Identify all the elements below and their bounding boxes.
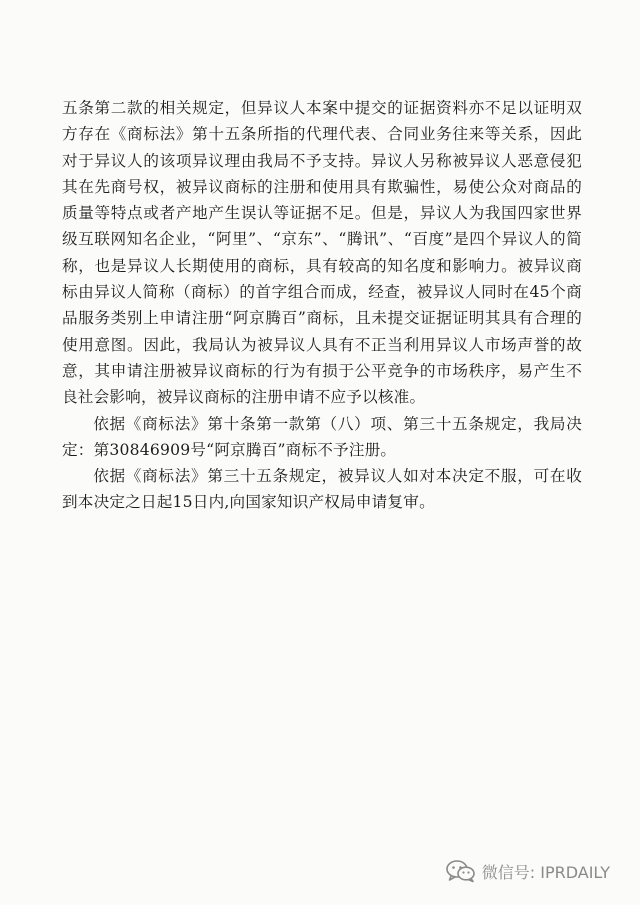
watermark: [446, 859, 610, 883]
paragraph-decision: 依据《商标法》第十条第一款第（八）项、第三十五条规定，我局决定：第30846909号“阿京腾百”商标不予注册。: [62, 414, 582, 459]
document-body: [62, 95, 582, 516]
watermark-text: 微信号: IPRDAILY: [481, 862, 610, 882]
wechat-icon: [446, 859, 476, 883]
paragraph-continuation: 五条第二款的相关规定，但异议人本案中提交的证据资料亦不足以证明双方存在《商标法》第十五条所指的代理代表、合同业务往来等关系，因此对于异议人的该项异议理由我局不予支持。异议人另称被异议人恶意侵犯其在先商号权，被异议商标的注册和使用具有欺骗性，易使公众对商品的质量等特点或者产地产生误认等证据不足。但是，异议人为我国四家世界级互联网知名企业，“阿里”、“京东”、“腾讯”、“百度”是四个异议人的简称，也是异议人长期使用的商标，具有较高的知名度和影响力。被异议商标由异议人简称（商标）的首字组合而成，经查，被异议人同时在45个商品服务类别上申请注册“阿京腾百”商标，且未提交证据证明其具有合理的使用意图。因此，我局认为被异议人具有不正当利用异议人市场声誉的故意，其申请注册被异议商标的行为有损于公平竞争的市场秩序，易产生不良社会影响，被异议商标的注册申请不应予以核准。: [62, 99, 582, 407]
paragraph-appeal: 依据《商标法》第三十五条规定，被异议人如对本决定不服，可在收到本决定之日起15日内,向国家知识产权局申请复审。: [62, 467, 582, 512]
